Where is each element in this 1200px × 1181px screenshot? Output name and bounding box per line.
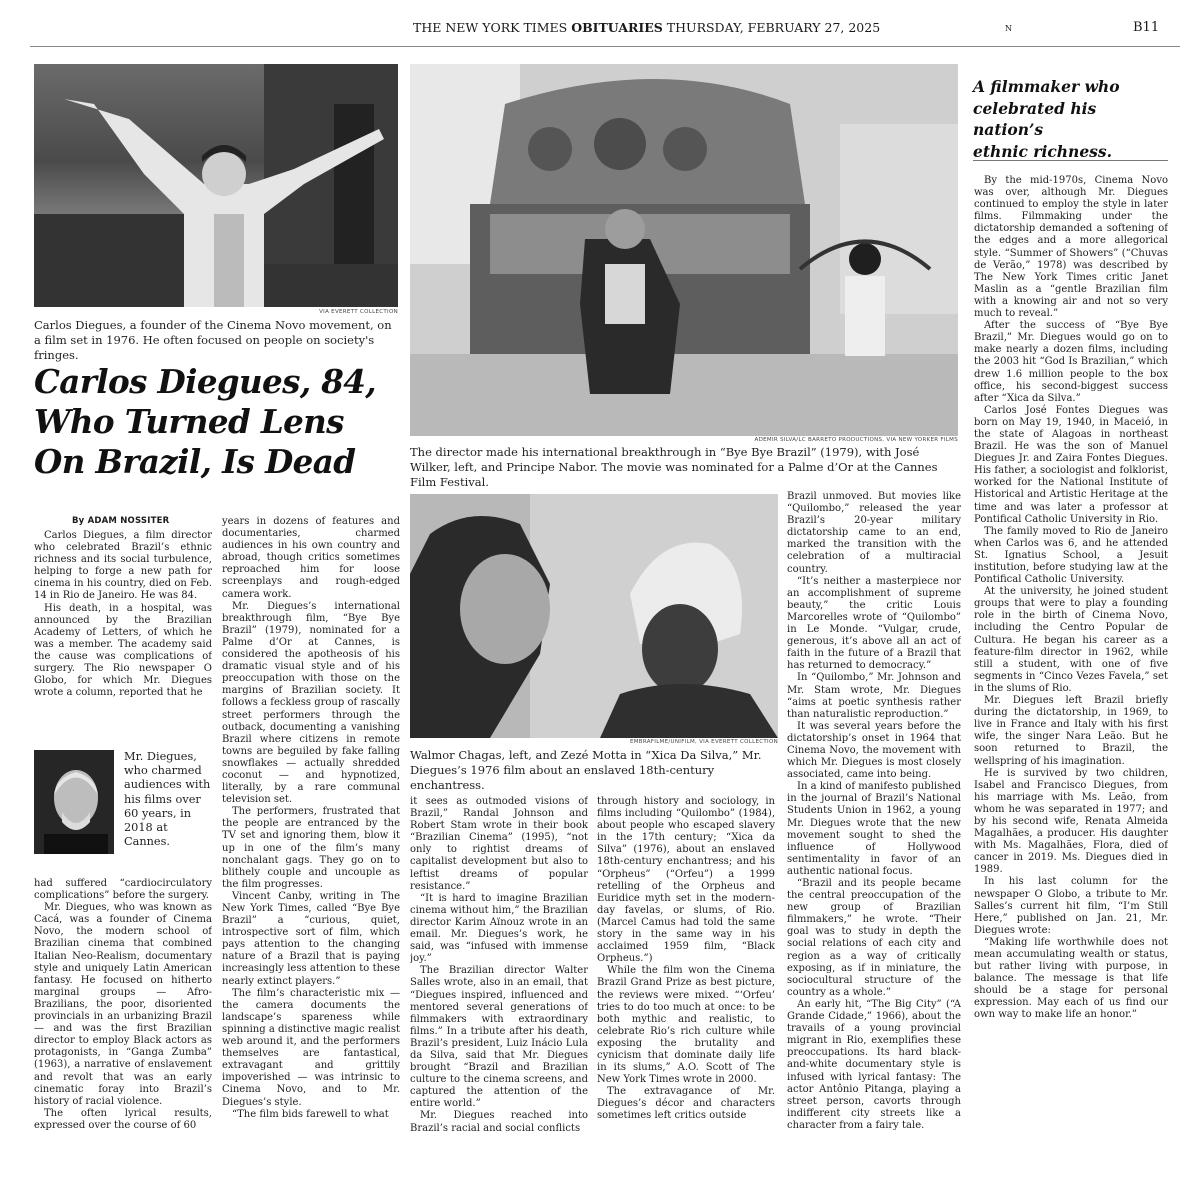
article-column-1b — [34, 878, 212, 1178]
photo-xica-da-silva — [410, 494, 778, 738]
paragraph: Mr. Diegues, who was known as Cacá, was a founder of Cinema Novo, the modern school of Brazilian cinema that combined Italian Neo-Realism, documentary style and uniquely Latin American fantasy. He focused on hitherto marginal groups — Afro-Brazilians, the poor, disoriented provincials in an urbanizing Brazil — and was the first Brazilian director to employ Black actors as protagonists, in “Ganga Zumba” (1963), a narrative of enslavement and revolt that was an early cinematic foray into Brazil’s history of racial violence. — [34, 902, 212, 1107]
paragraph: He is survived by two children, Isabel and Francisco Diegues, from his marriage with Ms. Leão, from whom he was separated in 1977; and by his second wife, Renata Almeida Magalhães, a producer. His daughter with Ms. Magalhães, Flora, died of cancer in 2019. Ms. Diegues died in 1989. — [974, 767, 1168, 876]
paragraph: In his last column for the newspaper O Globo, a tribute to Mr. Salles’s current hit film, “I’m Still Here,” published on Jan. 21, Mr. Diegues wrote: — [974, 876, 1168, 936]
edition-mark: N — [1005, 24, 1012, 33]
paragraph: The extravagance of Mr. Diegues’s décor and characters sometimes left critics outside — [597, 1086, 775, 1122]
paragraph: An early hit, “The Big City” (“A Grande Cidade,” 1966), about the travails of a young provincial migrant in Rio, exemplifies these preoccupations. Its hard black-and-white documentary style is infused with lyrical fantasy: The actor Antônio Pitanga, playing a street person, cavorts through indifferent city streets like a character from a fairy tale. — [787, 998, 961, 1131]
paragraph: Mr. Diegues left Brazil briefly during the dictatorship, in 1969, to live in France and Italy with his first wife, the singer Nara Leão. But he soon returned to Brazil, the wellspring of his imagination. — [974, 695, 1168, 767]
header-rule — [30, 46, 1180, 47]
paragraph: In a kind of manifesto published in the journal of Brazil’s National Students Union in 1962, a young Mr. Diegues wrote that the new movement sought to shed the influence of Hollywood sentimentality in favor of an authentic national focus. — [787, 781, 961, 877]
paragraph: The film’s characteristic mix — the camera documents the landscape’s spareness while spinning a distinctive magic realist web around it, and the performers themselves are fantastical, extravagant and grittily impoverished — was intrinsic to Cinema Novo, and to Mr. Diegues’s style. — [222, 987, 400, 1108]
page-header — [30, 14, 1180, 42]
paragraph: Vincent Canby, writing in The New York Times, called “Bye Bye Brazil” a “curious, quiet, introspective sort of film, which pays attention to the changing nature of a Brazil that is paying increasingly less attention to these nearly extinct players.” — [222, 890, 400, 987]
pull-quote — [973, 76, 1168, 162]
paragraph: It was several years before the dictatorship’s onset in 1964 that Cinema Novo, the movement with which Mr. Diegues is most closely associated, came into being. — [787, 720, 961, 781]
paragraph: The Brazilian director Walter Salles wrote, also in an email, that “Diegues inspired, influenced and mentored several generations of filmmakers with extraordinary films.” In a tribute after his death, Brazil’s president, Luiz Inácio Lula da Silva, said that Mr. Diegues brought “Brazil and Brazilian culture to the cinema screens, and captured the attention of the entire world.” — [410, 965, 588, 1110]
paper-name: THE NEW YORK TIMES — [413, 20, 568, 35]
paragraph: “Making life worthwhile does not mean accumulating wealth or status, but rather living with purpose, in balance. The message is that life should be a stage for personal expression. May each of us find our own way to make life an honor.” — [974, 936, 1168, 1021]
section-name: OBITUARIES — [571, 20, 663, 35]
photo-bye-bye-brazil — [410, 64, 958, 436]
paragraph: years in dozens of features and documentaries, charmed audiences in his own country and abroad, though critics sometimes reproached him for loose screenplays and rough-edged camera work. — [222, 516, 400, 600]
photo1-credit: VIA EVERETT COLLECTION — [319, 309, 398, 315]
film-still-icon — [410, 494, 778, 738]
byline: By ADAM NOSSITER — [72, 516, 170, 526]
pull-quote-rule — [973, 160, 1168, 161]
paragraph: through history and sociology, in films including “Quilombo” (1984), about people who escaped slavery in the 17th century; “Xica da Silva” (1976), about an enslaved 18th-century enchantress; and his “Orpheus” (“Orfeu”) a 1999 retelling of the Orpheus and Euridice myth set in the modern-day favelas, or slums, of Rio. (Marcel Camus had told the same story in the same way in his acclaimed 1959 film, “Black Orpheus.”) — [597, 796, 775, 965]
paragraph: “Brazil and its people became the central preoccupation of the new group of Brazilian filmmakers,” he wrote. “Their goal was to study in depth the social relations of each city and region as a way of critically exposing, as if in miniature, the sociocultural structure of the country as a whole.” — [787, 878, 961, 998]
portrait-icon — [34, 750, 114, 854]
photo3-credit: EMBRAFILME/UNIFILM, VIA EVERETT COLLECTION — [629, 739, 778, 745]
photo3-caption: Walmor Chagas, left, and Zezé Motta in “Xica Da Silva,” Mr. Diegues’s 1976 film about an enslaved 18th-century enchantress. — [410, 748, 762, 792]
paragraph: While the film won the Cinema Brazil Grand Prize as best picture, the reviews were mixed. “‘Orfeu’ tries to do too much at once: to be both mythic and realistic, to celebrate Rio’s rich culture while exposing the brutality and cynicism that dominate daily life in its slums,” A.O. Scott of The New York Times wrote in 2000. — [597, 965, 775, 1086]
director-figure-icon — [34, 64, 398, 307]
paragraph: Carlos José Fontes Diegues was born on May 19, 1940, in Maceió, in the state of Alagoas in northeast Brazil. He was the son of Manuel Diegues Jr. and Zaira Fontes Diegues. His father, a sociologist and folklorist, worked for the National Institute of Historical and Artistic Heritage at the time and was later a professor at Pontifical Catholic University in Rio. — [974, 404, 1168, 525]
photo-director-on-set — [34, 64, 398, 307]
paragraph: it sees as outmoded visions of Brazil,” Randal Johnson and Robert Stam wrote in their book “Brazilian Cinema” (1995), “not only to rightist dreams of capitalist development but also to leftist dreams of popular resistance.” — [410, 796, 588, 892]
headline-line-3: On Brazil, Is Dead — [34, 442, 356, 481]
inset-caption: Mr. Diegues, who charmed audiences with his films over 60 years, in 2018 at Cannes. — [124, 750, 211, 849]
issue-date: THURSDAY, FEBRUARY 27, 2025 — [666, 20, 881, 35]
paragraph: “It’s neither a masterpiece nor an accomplishment of supreme beauty,” the critic Louis Marcorelles wrote of “Quilombo” in Le Monde. “Vulgar, crude, generous, it’s above all an act of faith in the future of a Brazil that has returned to democracy.” — [787, 575, 961, 672]
header-line — [413, 20, 880, 35]
photo1-caption: Carlos Diegues, a founder of the Cinema Novo movement, on a film set in 1976. He often focused on people on society's fringes. — [34, 318, 392, 362]
paragraph: “The film bids farewell to what — [232, 1108, 389, 1120]
article-column-4 — [597, 796, 775, 1176]
paragraph: His death, in a hospital, was announced by the Brazilian Academy of Letters, of which he was a member. The academy said the cause was complications of surgery. The Rio newspaper O Globo, for which Mr. Diegues wrote a column, reported that he — [34, 602, 212, 699]
paragraph: Carlos Diegues, a film director who celebrated Brazil’s ethnic richness and its social turbulence, helping to forge a new path for cinema in his country, died on Feb. 14 in Rio de Janeiro. He was 84. — [34, 530, 212, 602]
photo-inset-cannes — [34, 750, 114, 854]
paragraph: After the success of “Bye Bye Brazil,” Mr. Diegues would go on to make nearly a dozen films, including the 2003 hit “God Is Brazilian,” which drew 1.6 million people to the box office, his second-biggest success after “Xica da Silva.” — [974, 320, 1168, 404]
article-column-1a — [34, 530, 212, 750]
paragraph: The often lyrical results, expressed over the course of 60 — [34, 1107, 212, 1131]
paragraph: had suffered “cardiocirculatory complications” before the surgery. — [34, 878, 212, 902]
pull-quote-line-2: celebrated his nation’s — [973, 98, 1097, 139]
paragraph: The performers, frustrated that the people are entranced by the TV set and ignoring them, blow it up in one of the film’s many nonchalant gags. They go on to blithely couple and uncouple as the film progresses. — [222, 806, 400, 890]
paragraph: Brazil unmoved. But movies like “Quilombo,” released the year Brazil’s 20-year military dictatorship came to an end, marked the transition with the celebration of a multiracial country. — [787, 491, 961, 575]
paragraph: “It is hard to imagine Brazilian cinema without him,” the Brazilian director Karim Aïnouz wrote in an email. Mr. Diegues’s work, he said, was “infused with immense joy.” — [410, 892, 588, 965]
headline — [34, 362, 404, 482]
headline-line-2: Who Turned Lens — [34, 402, 344, 441]
article-column-2 — [222, 516, 400, 1176]
page-number: B11 — [1133, 20, 1160, 35]
paragraph: By the mid-1970s, Cinema Novo was over, although Mr. Diegues continued to employ the style in later films. Filmmaking under the dictatorship demanded a softening of the edges and a more allegorical style. “Summer of Showers” (“Chuvas de Verão,” 1978) was described by The New York Times critic Janet Maslin as a “gentle Brazilian film with a knowing air and not so very much to reveal.” — [974, 175, 1168, 320]
paragraph: In “Quilombo,” Mr. Johnson and Mr. Stam wrote, Mr. Diegues “aims at poetic synthesis rather than naturalistic reproduction.” — [787, 672, 961, 720]
truck-scene-icon — [410, 64, 958, 436]
paragraph: The family moved to Rio de Janeiro when Carlos was 6, and he attended St. Ignatius School, a Jesuit institution, before studying law at the Pontifical Catholic University. — [974, 525, 1168, 586]
paragraph: At the university, he joined student groups that were to play a founding role in the birth of Cinema Novo, including the Centro Popular de Cultura. He began his career as a feature-film director in 1962, while still a student, with one of five segments in “Cinco Vezes Favela,” set in the slums of Rio. — [974, 586, 1168, 694]
pull-quote-line-1: A filmmaker who — [973, 77, 1120, 96]
photo2-credit: ADEMIR SILVA/LC BARRETO PRODUCTIONS, VIA NEW YORKER FILMS — [754, 437, 958, 443]
paragraph: Mr. Diegues’s international breakthrough film, “Bye Bye Brazil” (1979), nominated for a Palme d’Or at Cannes, is considered the apotheosis of his dramatic visual style and of his preoccupation with those on the margins of Brazilian society. It follows a feckless group of rascally street performers through the outback, documenting a vanishing Brazil where citizens in remote towns are beguiled by fake falling snowflakes — actually shredded coconut — and hypnotized, literally, by a rare communal television set. — [222, 600, 400, 806]
article-column-3 — [410, 796, 588, 1176]
headline-line-1: Carlos Diegues, 84, — [34, 362, 376, 401]
paragraph: Mr. Diegues reached into Brazil’s racial and social conflicts — [410, 1110, 588, 1134]
article-column-5 — [787, 491, 961, 1177]
pull-quote-line-3: ethnic richness. — [973, 141, 1113, 161]
article-column-6 — [974, 175, 1168, 1178]
photo2-caption: The director made his international breakthrough in “Bye Bye Brazil” (1979), with José Wilker, left, and Principe Nabor. The movie was nominated for a Palme d’Or at the Cannes Film Festival. — [410, 445, 938, 489]
